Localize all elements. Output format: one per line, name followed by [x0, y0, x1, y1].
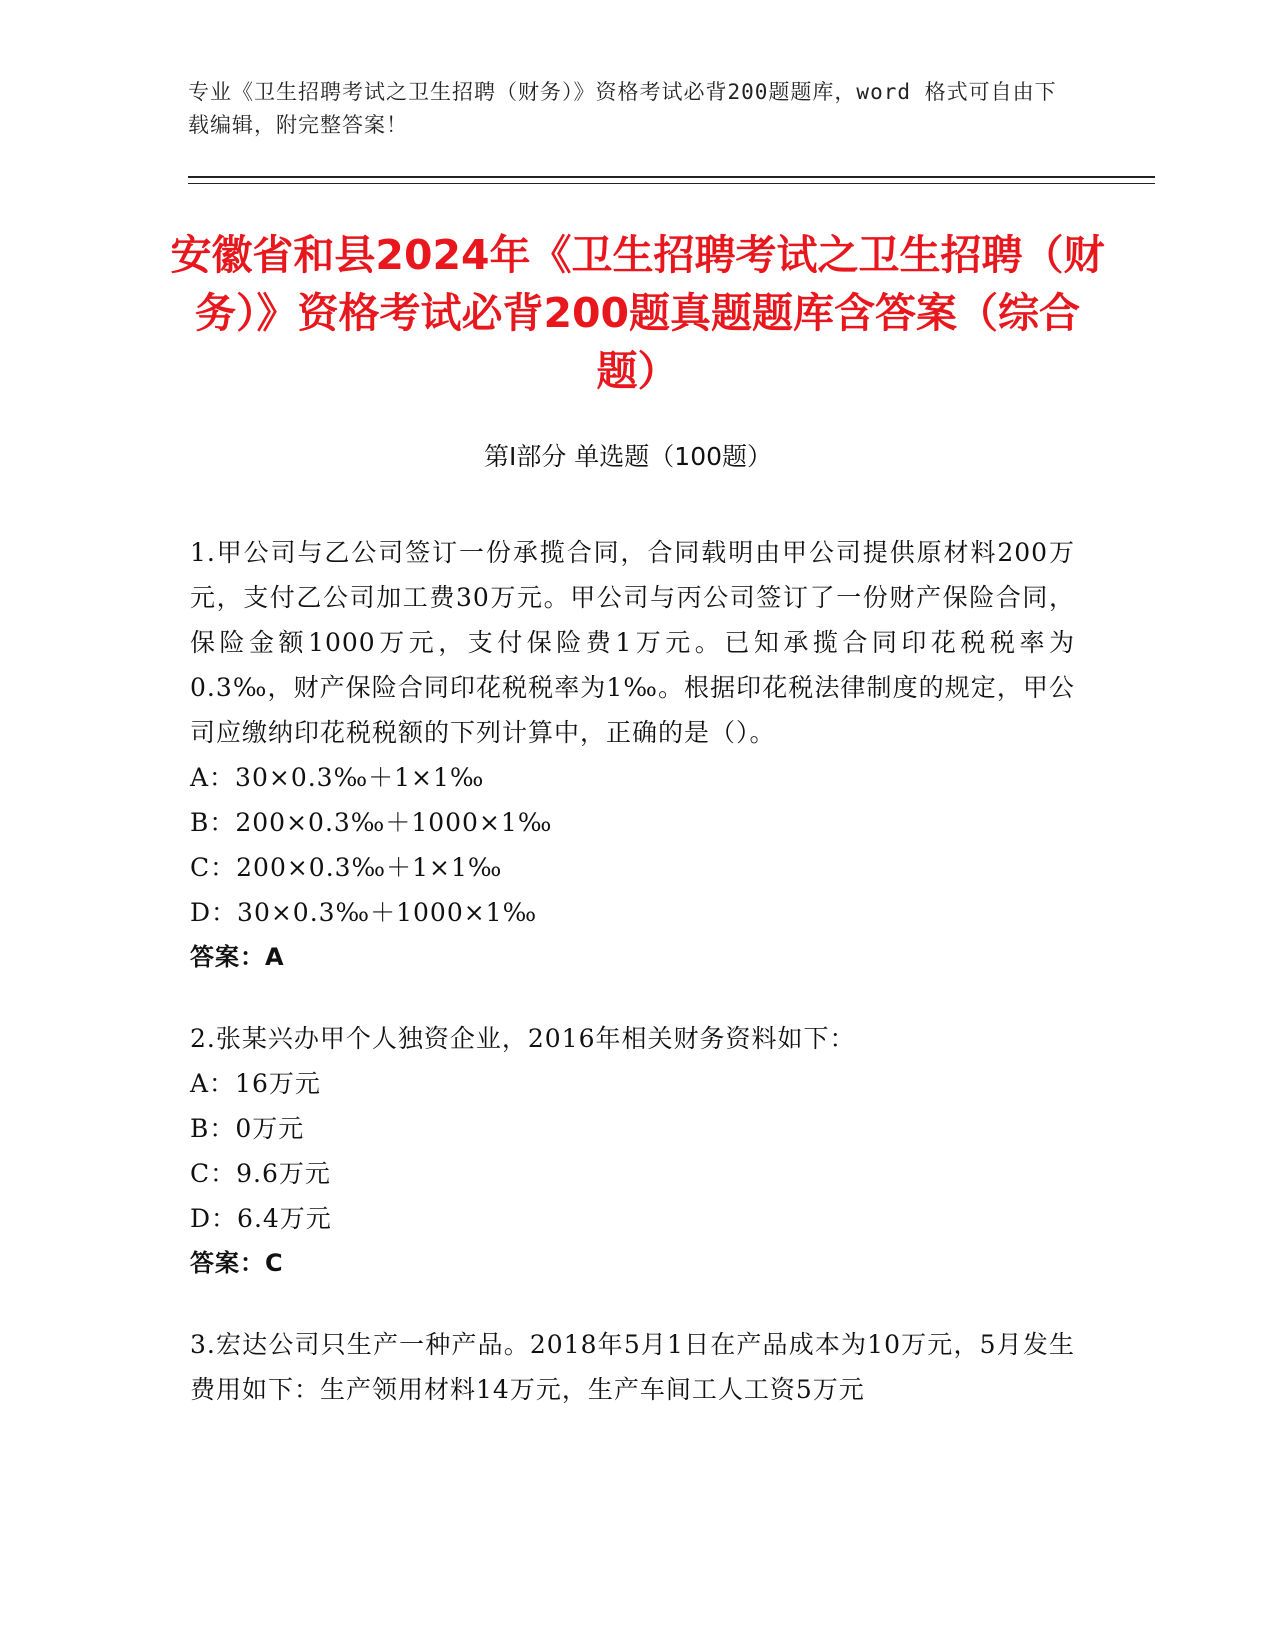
header-rule-thin	[188, 183, 1155, 184]
option-d: D：6.4万元	[190, 1204, 332, 1233]
document-title: 安徽省和县2024年《卫生招聘考试之卫生招聘（财务）》资格考试必背200题真题题库含答案（综合题）	[170, 231, 1105, 395]
option-c: C：9.6万元	[190, 1159, 331, 1188]
question-list	[190, 530, 1075, 1448]
question-3	[190, 1322, 1075, 1412]
option-b: B：200×0.3‰＋1000×1‰	[190, 808, 553, 837]
option-c: C：200×0.3‰＋1×1‰	[190, 853, 503, 882]
question-stem: 1.甲公司与乙公司签订一份承揽合同，合同载明由甲公司提供原材料200万元，支付乙公司加工费30万元。甲公司与丙公司签订了一份财产保险合同，保险金额1000万元，支付保险费1万元。已知承揽合同印花税税率为0.3‰，财产保险合同印花税税率为1‰。根据印花税法律制度的规定，甲公司应缴纳印花税税额的下列计算中，正确的是（）。	[190, 538, 1075, 747]
answer-line: 答案：A	[190, 943, 285, 971]
question-2	[190, 1016, 1075, 1286]
option-a: A：30×0.3‰＋1×1‰	[190, 763, 485, 792]
header-note: 专业《卫生招聘考试之卫生招聘（财务）》资格考试必背200题题库，word 格式可自由下载编辑，附完整答案！	[188, 80, 1057, 137]
option-d: D：30×0.3‰＋1000×1‰	[190, 898, 538, 927]
question-1	[190, 530, 1075, 980]
option-a: A：16万元	[190, 1069, 321, 1098]
question-stem: 2.张某兴办甲个人独资企业，2016年相关财务资料如下：	[190, 1024, 856, 1053]
option-b: B：0万元	[190, 1114, 305, 1143]
section-heading: 第Ⅰ部分 单选题（100题）	[483, 442, 773, 471]
answer-line: 答案：C	[190, 1249, 284, 1277]
header-rule-thick	[188, 176, 1155, 178]
question-stem: 3.宏达公司只生产一种产品。2018年5月1日在产品成本为10万元，5月发生费用如下：生产领用材料14万元，生产车间工人工资5万元	[190, 1330, 1075, 1404]
